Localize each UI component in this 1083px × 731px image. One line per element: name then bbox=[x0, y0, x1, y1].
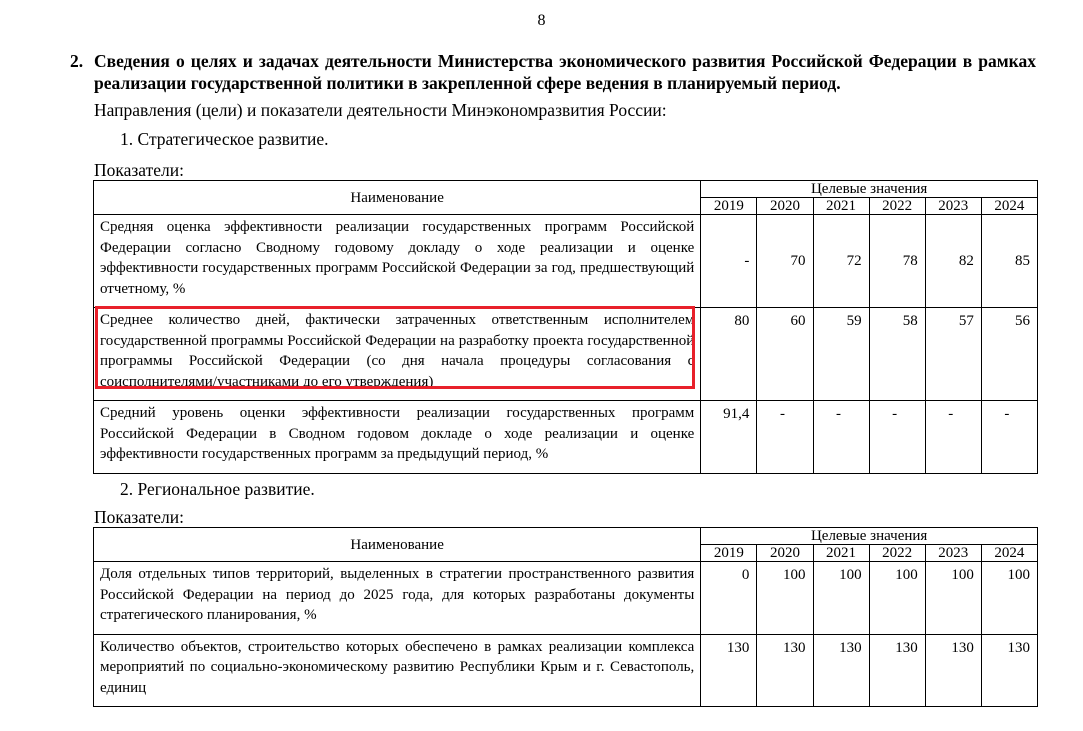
header-year: 2019 bbox=[701, 198, 757, 215]
section-heading bbox=[70, 50, 1036, 94]
indicator-value: 58 bbox=[869, 308, 925, 401]
page-number: 8 bbox=[537, 12, 546, 29]
header-year: 2024 bbox=[981, 198, 1037, 215]
indicator-name: Среднее количество дней, фактически затраченных ответственным исполнителем государственной программы Российской Федерации на разработку проекта государственной программы Российской Федерации (со дня начала процедуры согласования с соисполнителями/участниками до его утверждения) bbox=[94, 308, 701, 401]
indicator-name: Средний уровень оценки эффективности реализации государственных программ Российской Федерации в Сводном годовом докладе о ходе реализации и оценке эффективности государственных программ за предыдущий период, % bbox=[94, 401, 701, 474]
header-name: Наименование bbox=[94, 181, 701, 215]
indicator-value: 60 bbox=[757, 308, 813, 401]
indicator-value: 100 bbox=[757, 562, 813, 635]
indicator-value: 100 bbox=[925, 562, 981, 635]
indicator-value: 91,4 bbox=[701, 401, 757, 474]
direction-2-title: 2. Региональное развитие. bbox=[120, 479, 315, 499]
header-year: 2023 bbox=[925, 198, 981, 215]
indicators-table-strategic bbox=[93, 180, 1038, 474]
header-year: 2019 bbox=[701, 545, 757, 562]
indicator-value: 100 bbox=[869, 562, 925, 635]
indicator-value: 59 bbox=[813, 308, 869, 401]
section-number: 2. bbox=[70, 51, 84, 71]
indicator-value: - bbox=[757, 401, 813, 474]
indicator-value: 56 bbox=[981, 308, 1037, 401]
indicator-value: 70 bbox=[757, 215, 813, 308]
table-row bbox=[94, 562, 1038, 635]
indicator-name: Средняя оценка эффективности реализации государственных программ Российской Федерации согласно Сводному годовому докладу о ходе реализации и оценке эффективности государственных программ Российской Федерации за год, предшествующий отчетному, % bbox=[94, 215, 701, 308]
header-year: 2021 bbox=[813, 545, 869, 562]
section-title: Сведения о целях и задачах деятельности Министерства экономического развития Российской Федерации в рамках реализации государственной политики в закрепленной сфере ведения в планируемый период. bbox=[94, 51, 1036, 93]
table-row bbox=[94, 634, 1038, 707]
indicator-value: 130 bbox=[701, 634, 757, 707]
header-year: 2022 bbox=[869, 545, 925, 562]
header-target-values: Целевые значения bbox=[701, 181, 1038, 198]
indicator-value: 100 bbox=[981, 562, 1037, 635]
indicator-value: 130 bbox=[813, 634, 869, 707]
indicator-value: 72 bbox=[813, 215, 869, 308]
indicator-value: 130 bbox=[981, 634, 1037, 707]
indicators-table-regional bbox=[93, 527, 1038, 707]
indicator-name: Количество объектов, строительство которых обеспечено в рамках реализации комплекса мероприятий по социально-экономическому развитию Республики Крым и г. Севастополь, единиц bbox=[94, 634, 701, 707]
indicator-value: - bbox=[981, 401, 1037, 474]
indicator-value: 130 bbox=[869, 634, 925, 707]
indicator-value: 130 bbox=[757, 634, 813, 707]
direction-2-indicators-label: Показатели: bbox=[94, 507, 184, 527]
indicator-value: 80 bbox=[701, 308, 757, 401]
indicator-value: 57 bbox=[925, 308, 981, 401]
indicator-value: - bbox=[869, 401, 925, 474]
indicator-value: 0 bbox=[701, 562, 757, 635]
indicator-name: Доля отдельных типов территорий, выделенных в стратегии пространственного развития Российской Федерации на период до 2025 года, для которых разработаны документы стратегического планирования, % bbox=[94, 562, 701, 635]
direction-1-indicators-label: Показатели: bbox=[94, 160, 184, 180]
indicator-value: - bbox=[813, 401, 869, 474]
table-row bbox=[94, 401, 1038, 474]
header-year: 2021 bbox=[813, 198, 869, 215]
table-row bbox=[94, 215, 1038, 308]
header-year: 2023 bbox=[925, 545, 981, 562]
header-year: 2020 bbox=[757, 545, 813, 562]
header-year: 2022 bbox=[869, 198, 925, 215]
indicator-value: 85 bbox=[981, 215, 1037, 308]
indicator-value: 78 bbox=[869, 215, 925, 308]
direction-1-title: 1. Стратегическое развитие. bbox=[120, 129, 329, 149]
header-year: 2020 bbox=[757, 198, 813, 215]
indicator-value: - bbox=[925, 401, 981, 474]
header-target-values: Целевые значения bbox=[701, 528, 1038, 545]
indicator-value: - bbox=[701, 215, 757, 308]
intro-text: Направления (цели) и показатели деятельности Минэкономразвития России: bbox=[94, 100, 667, 120]
header-year: 2024 bbox=[981, 545, 1037, 562]
indicator-value: 100 bbox=[813, 562, 869, 635]
indicator-value: 82 bbox=[925, 215, 981, 308]
indicator-value: 130 bbox=[925, 634, 981, 707]
header-name: Наименование bbox=[94, 528, 701, 562]
table-row-highlighted bbox=[94, 308, 1038, 401]
